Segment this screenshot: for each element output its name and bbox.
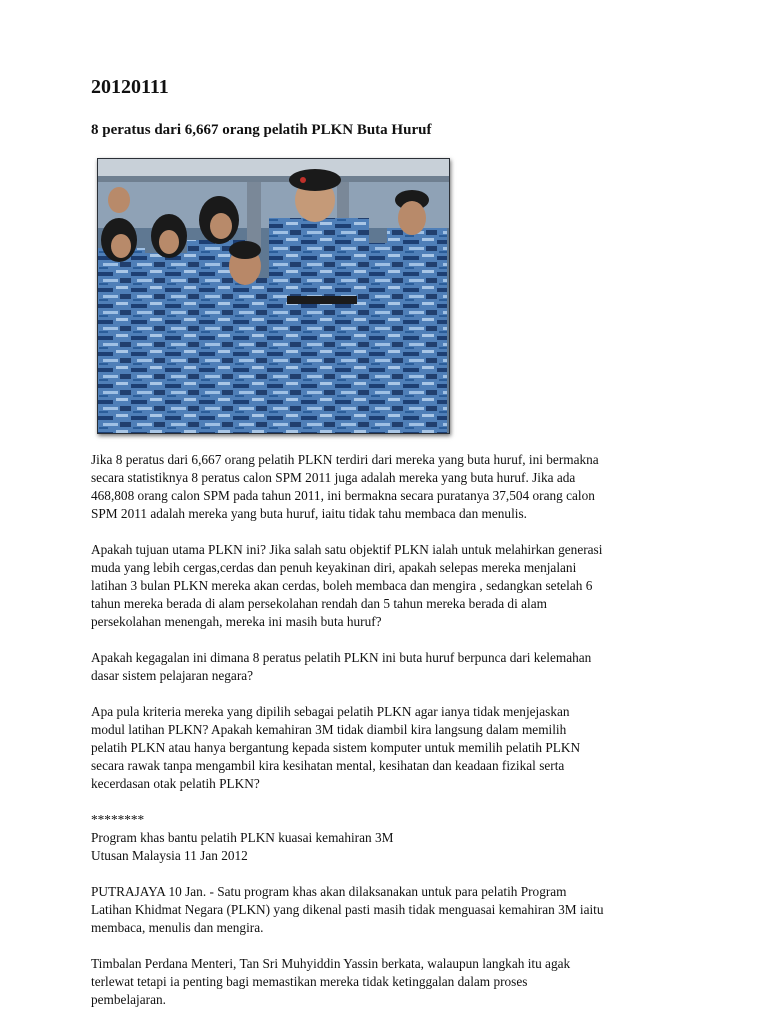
- paragraph-3: Apakah kegagalan ini dimana 8 peratus pelatih PLKN ini buta huruf berpunca dari kelemahan dasar sistem pelajaran negara?: [91, 650, 592, 683]
- paragraph-1: Jika 8 peratus dari 6,667 orang pelatih PLKN terdiri dari mereka yang buta huruf, ini bermakna secara statistiknya 8 peratus calon SPM 2011 juga adalah mereka yang buta huruf. Jika ada 468,808 orang calon SPM pada tahun 2011, ini bermakna secara puratanya 37,504 orang calon SPM 2011 adalah mereka yang buta huruf, iaitu tidak tahu membaca dan menulis.: [91, 452, 599, 521]
- post-date-heading: 20120111: [91, 76, 169, 98]
- separator: ********: [91, 812, 145, 827]
- post-title[interactable]: 8 peratus dari 6,667 orang pelatih PLKN Buta Huruf: [91, 122, 432, 138]
- paragraph-4: Apa pula kriteria mereka yang dipilih sebagai pelatih PLKN agar ianya tidak menjejaskan modul latihan PLKN? Apakah kemahiran 3M tidak diambil kira langsung dalam memilih pelatih PLKN atau hanya bergantung kepada sistem komputer untuk memilih pelatih PLKN secara rawak tanpa mengambil kira kesihatan mental, kesihatan dan keadaan fizikal serta kecerdasan otak pelatih PLKN?: [91, 704, 581, 791]
- post-body: [91, 451, 691, 1027]
- news-source: Utusan Malaysia 11 Jan 2012: [91, 848, 248, 863]
- post-photo: [97, 158, 450, 434]
- news-paragraph-1: PUTRAJAYA 10 Jan. - Satu program khas akan dilaksanakan untuk para pelatih Program Latihan Khidmat Negara (PLKN) yang dikenal pasti masih tidak menguasai kemahiran 3M iaitu membaca, menulis dan mengira.: [91, 884, 604, 935]
- paragraph-2: Apakah tujuan utama PLKN ini? Jika salah satu objektif PLKN ialah untuk melahirkan generasi muda yang lebih cergas,cerdas dan penuh keyakinan diri, apakah selepas mereka menjalani latihan 3 bulan PLKN mereka akan cerdas, boleh membaca dan mengira , sedangkan setelah 6 tahun mereka berada di alam persekolahan rendah dan 5 tahun mereka berada di alam persekolahan menengah, mereka ini masih buta huruf?: [91, 542, 603, 629]
- news-paragraph-2: Timbalan Perdana Menteri, Tan Sri Muhyiddin Yassin berkata, walaupun langkah itu agak terlewat tetapi ia penting bagi memastikan mereka tidak ketinggalan dalam proses pembelajaran.: [91, 956, 571, 1007]
- news-headline: Program khas bantu pelatih PLKN kuasai kemahiran 3M: [91, 830, 394, 845]
